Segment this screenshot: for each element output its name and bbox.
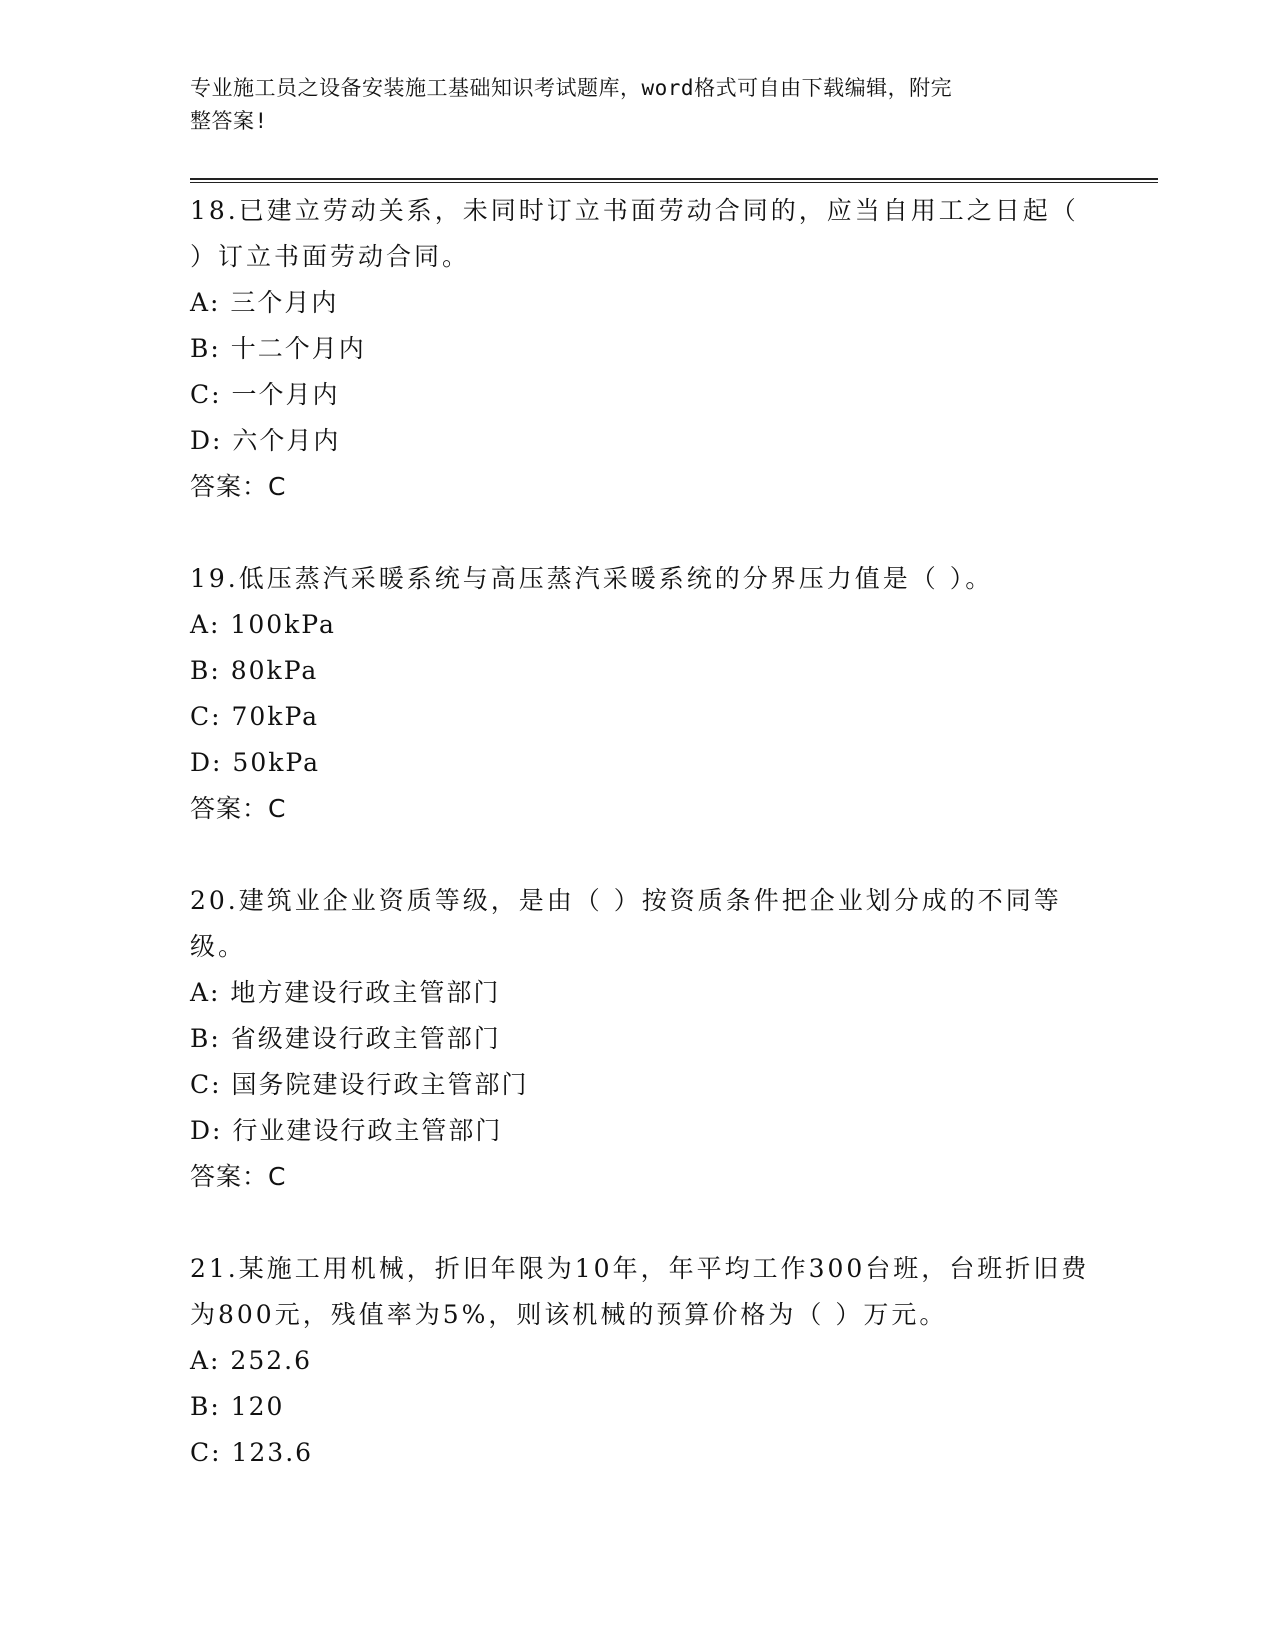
spacer bbox=[190, 510, 1090, 556]
option-b: B: 十二个月内 bbox=[190, 334, 366, 363]
option-a: A: 三个月内 bbox=[190, 288, 339, 317]
option-b: B: 80kPa bbox=[190, 656, 319, 685]
question-stem: 21.某施工用机械，折旧年限为10年，年平均工作300台班，台班折旧费为800元，残值率为5%，则该机械的预算价格为（ ）万元。 bbox=[190, 1254, 1090, 1329]
answer-line: 答案：C bbox=[190, 472, 287, 501]
option-d: D: 50kPa bbox=[190, 748, 320, 777]
answer-line: 答案：C bbox=[190, 794, 287, 823]
option-b: B: 省级建设行政主管部门 bbox=[190, 1024, 501, 1053]
header-line-1: 专业施工员之设备安装施工基础知识考试题库，word格式可自由下载编辑，附完 bbox=[190, 76, 953, 100]
question-20 bbox=[190, 878, 1090, 1246]
spacer bbox=[190, 832, 1090, 878]
option-d: D: 六个月内 bbox=[190, 426, 341, 455]
option-c: C: 123.6 bbox=[190, 1438, 314, 1467]
option-d: D: 行业建设行政主管部门 bbox=[190, 1116, 503, 1145]
question-18 bbox=[190, 188, 1090, 556]
header-note bbox=[190, 72, 1090, 138]
spacer bbox=[190, 1200, 1090, 1246]
question-stem: 19.低压蒸汽采暖系统与高压蒸汽采暖系统的分界压力值是（ ）。 bbox=[190, 564, 994, 593]
header-divider bbox=[190, 178, 1158, 183]
question-19 bbox=[190, 556, 1090, 878]
option-a: A: 地方建设行政主管部门 bbox=[190, 978, 501, 1007]
question-stem: 18.已建立劳动关系，未同时订立书面劳动合同的，应当自用工之日起（ ）订立书面劳动合同。 bbox=[190, 196, 1079, 271]
option-c: C: 国务院建设行政主管部门 bbox=[190, 1070, 529, 1099]
option-b: B: 120 bbox=[190, 1392, 285, 1421]
option-c: C: 一个月内 bbox=[190, 380, 340, 409]
option-a: A: 252.6 bbox=[190, 1346, 312, 1375]
option-c: C: 70kPa bbox=[190, 702, 320, 731]
question-21 bbox=[190, 1246, 1090, 1476]
header-line-2: 整答案! bbox=[190, 109, 268, 133]
question-list bbox=[190, 188, 1090, 1476]
question-stem: 20.建筑业企业资质等级，是由（ ）按资质条件把企业划分成的不同等级。 bbox=[190, 886, 1062, 961]
option-a: A: 100kPa bbox=[190, 610, 336, 639]
answer-line: 答案：C bbox=[190, 1162, 287, 1191]
